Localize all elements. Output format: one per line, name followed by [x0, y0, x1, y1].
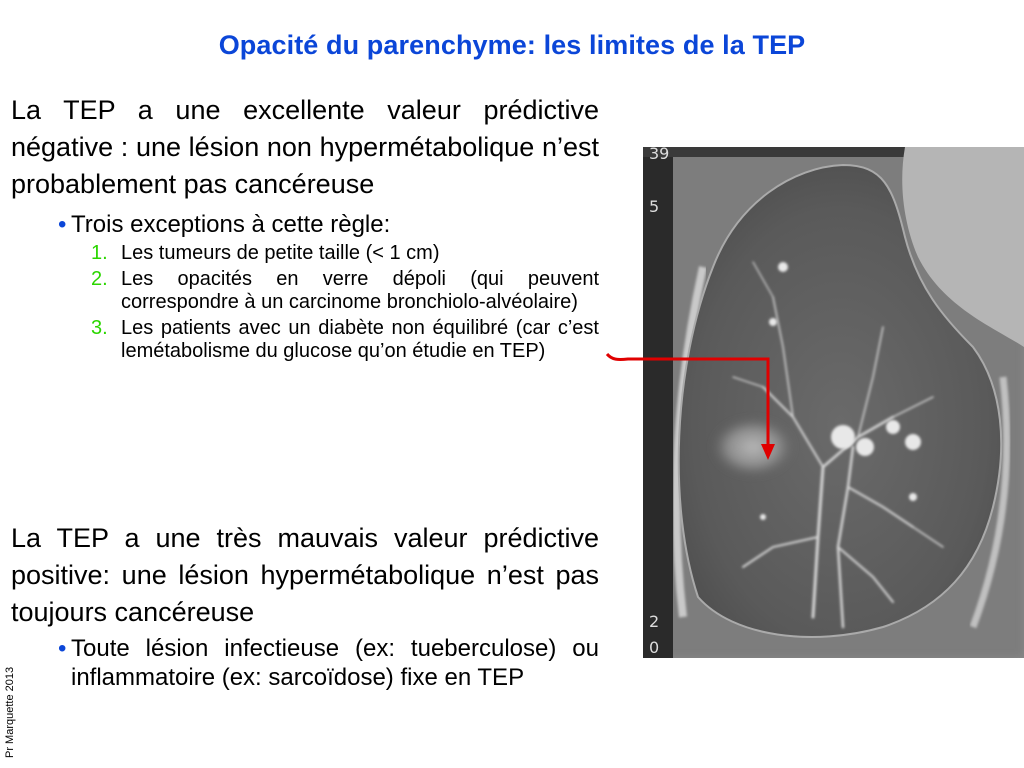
item-text: Les opacités en verre dépoli (qui peuvent correspondre à un carcinome bronchiolo-alvéolaire): [121, 268, 599, 313]
item-number: 2.: [91, 268, 108, 290]
item-number: 3.: [91, 317, 108, 339]
scan-label-top-1: 39: [649, 147, 670, 163]
numbered-item-2: [11, 268, 599, 314]
text-block-negative: [11, 92, 599, 363]
ct-scan-image: [643, 147, 1024, 658]
bullet-dot: •: [58, 635, 67, 662]
paragraph-positive-value: La TEP a une très mauvais valeur prédictive positive: une lésion hypermétabolique n’est pas toujours cancéreuse: [11, 523, 599, 627]
item-number: 1.: [91, 242, 108, 264]
numbered-item-1: [11, 242, 599, 265]
bullet-exceptions: [11, 210, 599, 239]
text-block-positive: [11, 520, 599, 692]
bullet-infection: [11, 634, 599, 692]
bullet-infection-text: Toute lésion infectieuse (ex: tueberculose) ou inflammatoire (ex: sarcoïdose) fixe en TEP: [71, 635, 599, 691]
bullet-dot: •: [58, 211, 67, 238]
paragraph-negative-value: La TEP a une excellente valeur prédictive négative : une lésion non hypermétabolique n’est probablement pas cancéreuse: [11, 95, 599, 199]
numbered-item-3: [11, 317, 599, 363]
footer-author: Pr Marquette 2013: [4, 666, 16, 758]
item-text: Les patients avec un diabète non équilibré (car c’est lemétabolisme du glucose qu’on étudie en TEP): [121, 317, 599, 362]
scan-label-bottom-1: 2: [649, 612, 660, 631]
scan-label-top-2: 5: [649, 197, 660, 216]
slide-title: Opacité du parenchyme: les limites de la TEP: [218, 30, 806, 60]
scan-label-bottom-2: 0: [649, 638, 660, 657]
bullet-exceptions-text: Trois exceptions à cette règle:: [71, 211, 391, 238]
item-text: Les tumeurs de petite taille (< 1 cm): [121, 242, 440, 264]
